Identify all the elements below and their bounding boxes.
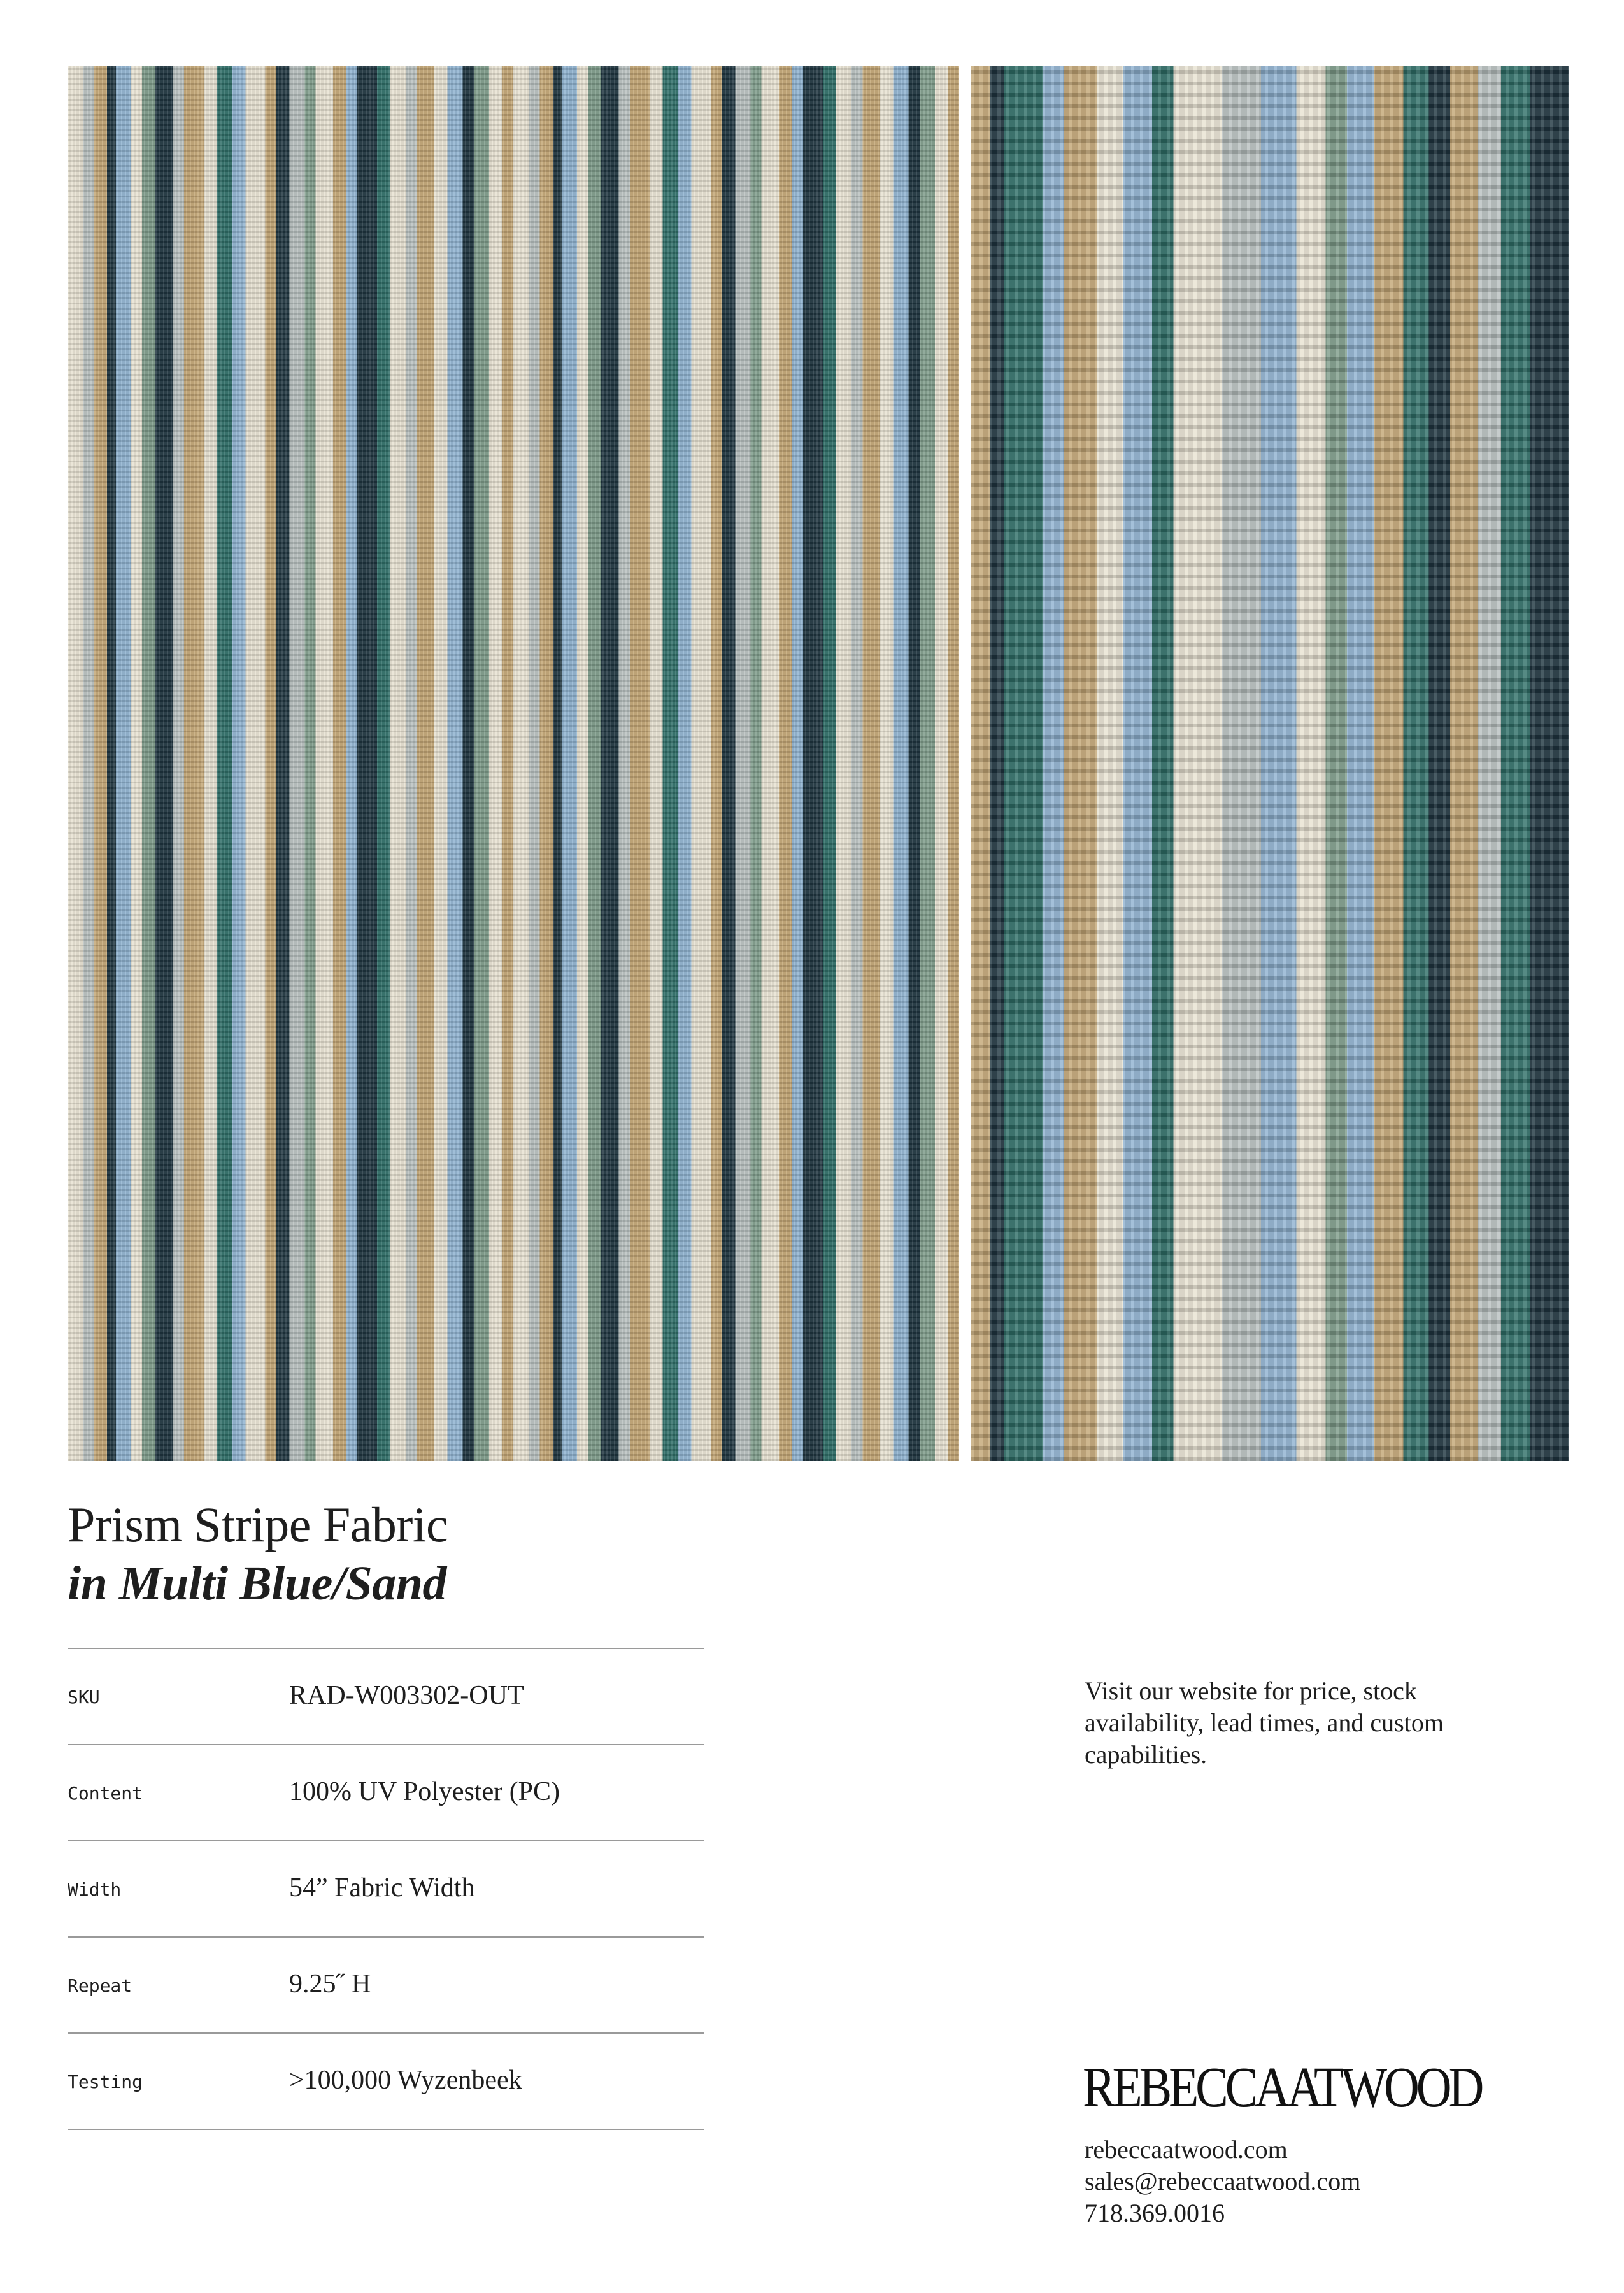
spec-row-repeat bbox=[68, 1938, 704, 2034]
spec-value: RAD-W003302-OUT bbox=[289, 1681, 524, 1710]
spec-label: SKU bbox=[68, 1687, 100, 1708]
fabric-swatch-closeup bbox=[971, 66, 1569, 1461]
spec-value: 100% UV Polyester (PC) bbox=[289, 1777, 560, 1806]
website-link[interactable]: rebeccaatwood.com bbox=[1085, 2135, 1288, 2164]
website-info-text: Visit our website for price, stock availability, lead times, and custom capabilities. bbox=[1085, 1676, 1444, 1769]
email-link[interactable]: sales@rebeccaatwood.com bbox=[1085, 2167, 1361, 2196]
spec-row-width bbox=[68, 1841, 704, 1938]
phone-number[interactable]: 718.369.0016 bbox=[1085, 2199, 1225, 2227]
fabric-swatch-full bbox=[68, 66, 959, 1461]
spec-label: Width bbox=[68, 1879, 122, 1900]
spec-value: 9.25˝ H bbox=[289, 1969, 371, 1999]
stripe-pattern-closeup bbox=[971, 66, 1569, 1461]
contact-block bbox=[1085, 2134, 1360, 2229]
spec-row-content bbox=[68, 1745, 704, 1841]
spec-row-sku bbox=[68, 1649, 704, 1745]
spec-table bbox=[68, 1648, 704, 2130]
spec-label: Content bbox=[68, 1783, 143, 1804]
spec-label: Testing bbox=[68, 2071, 143, 2092]
stripe-pattern bbox=[68, 66, 959, 1461]
spec-row-testing bbox=[68, 2034, 704, 2130]
product-colorway: in Multi Blue/Sand bbox=[68, 1557, 447, 1610]
spec-value: >100,000 Wyzenbeek bbox=[289, 2066, 522, 2095]
spec-label: Repeat bbox=[68, 1975, 132, 1996]
spec-value: 54” Fabric Width bbox=[289, 1873, 475, 1903]
brand-logo: REBECCAATWOOD bbox=[1083, 2056, 1481, 2119]
product-title: Prism Stripe Fabric bbox=[68, 1497, 448, 1552]
